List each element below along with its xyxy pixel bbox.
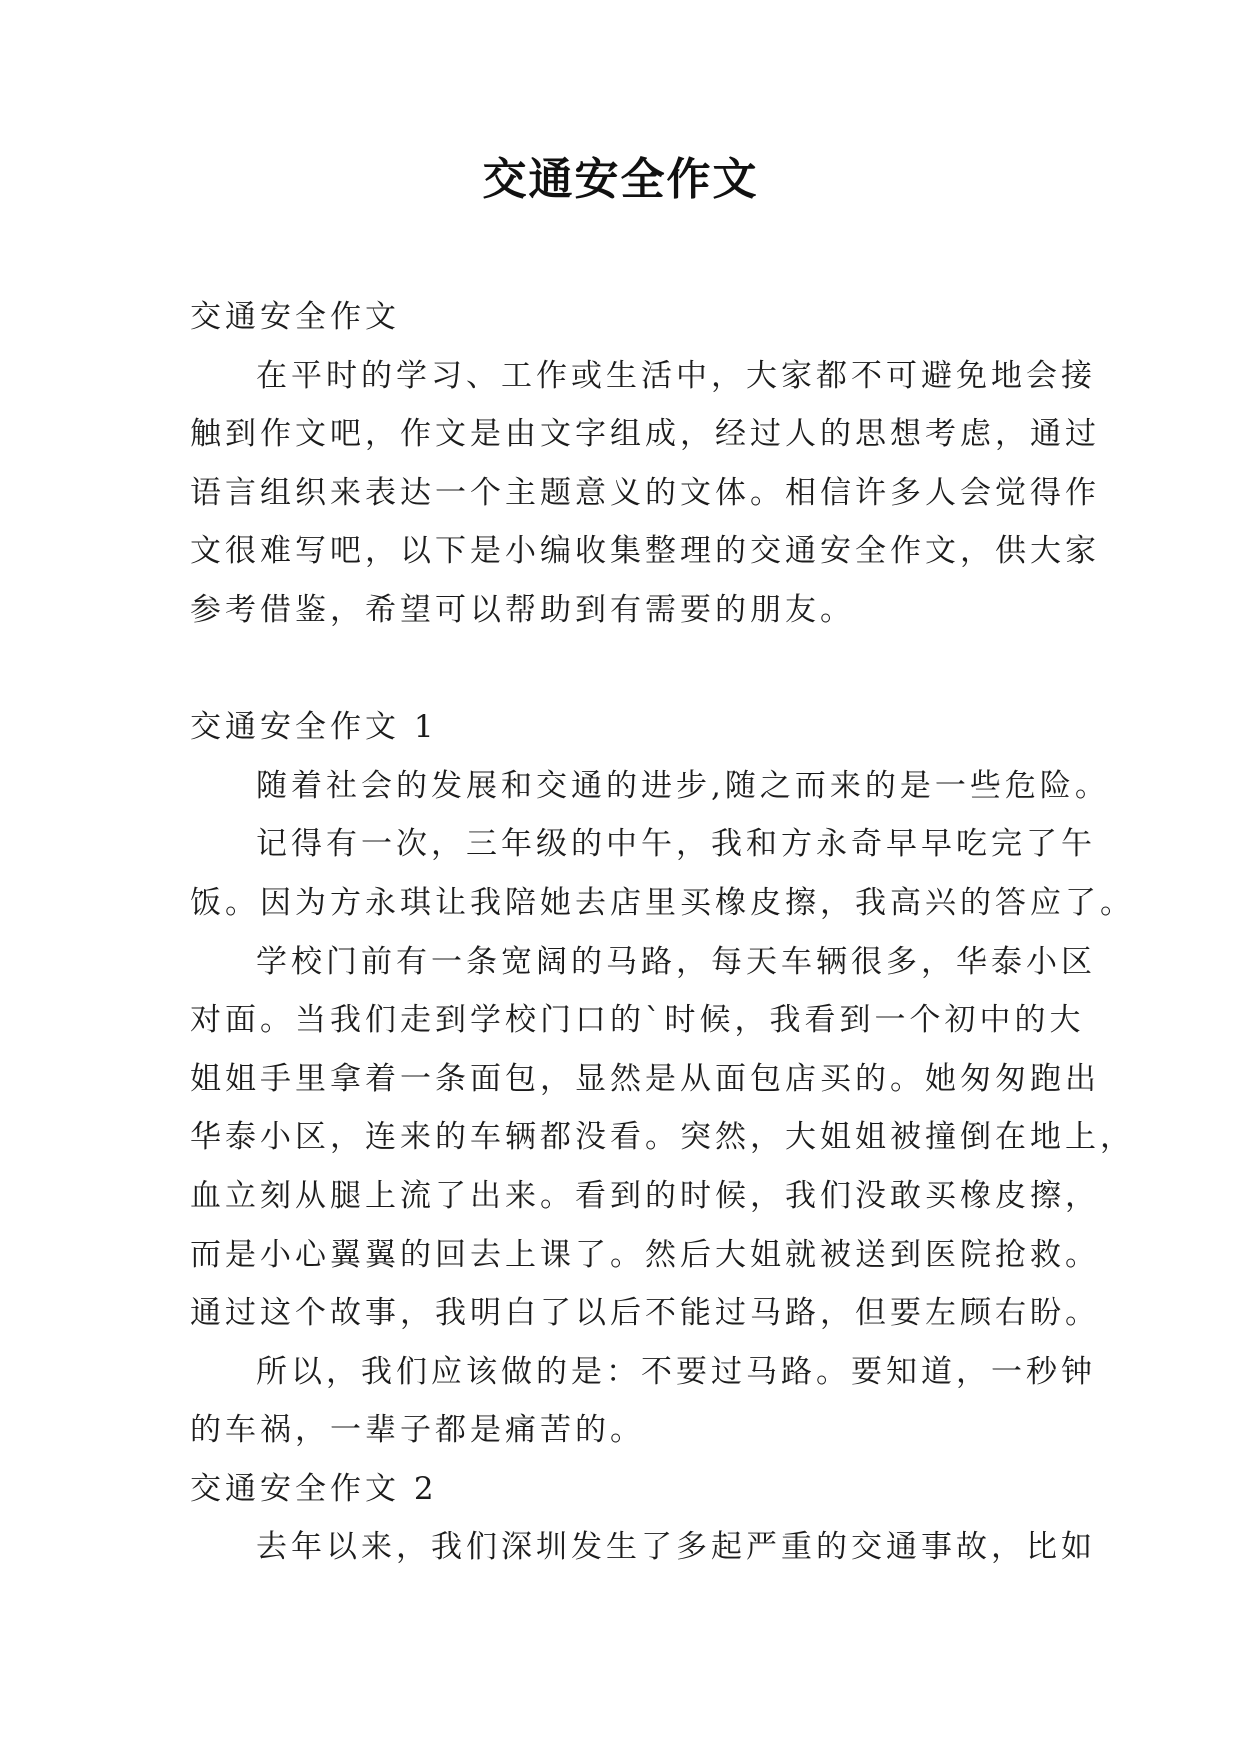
paragraph-line: 学校门前有一条宽阔的马路，每天车辆很多，华泰小区 <box>256 943 1096 980</box>
paragraph-line: 饭。因为方永琪让我陪她去店里买橡皮擦，我高兴的答应了。 <box>190 884 1135 921</box>
paragraph-line: 去年以来，我们深圳发生了多起严重的交通事故，比如 <box>256 1529 1096 1566</box>
paragraph-line: 参考借鉴，希望可以帮助到有需要的朋友。 <box>190 591 855 628</box>
paragraph-line: 文很难写吧，以下是小编收集整理的交通安全作文，供大家 <box>190 533 1100 570</box>
paragraph-line: 随着社会的发展和交通的进步,随之而来的是一些危险。 <box>256 767 1110 804</box>
paragraph-line: 语言组织来表达一个主题意义的文体。相信许多人会觉得作 <box>190 474 1100 511</box>
paragraph-line: 记得有一次，三年级的中午，我和方永奇早早吃完了午 <box>256 826 1096 863</box>
essay2-heading: 交通安全作文 2 <box>190 1470 438 1507</box>
paragraph-line: 对面。当我们走到学校门口的`时候，我看到一个初中的大 <box>190 1002 1085 1039</box>
section-gap <box>190 640 1052 699</box>
paragraph-line: 的车祸，一辈子都是痛苦的。 <box>190 1412 645 1449</box>
paragraph-line: 姐姐手里拿着一条面包，显然是从面包店买的。她匆匆跑出 <box>190 1060 1100 1097</box>
paragraph-line: 所以，我们应该做的是：不要过马路。要知道，一秒钟 <box>256 1353 1096 1390</box>
paragraph-line: 而是小心翼翼的回去上课了。然后大姐就被送到医院抢救。 <box>190 1236 1100 1273</box>
document-body <box>190 288 1135 1577</box>
paragraph-line: 在平时的学习、工作或生活中，大家都不可避免地会接 <box>256 357 1096 394</box>
intro-heading: 交通安全作文 <box>190 299 400 335</box>
paragraph-line: 通过这个故事，我明白了以后不能过马路，但要左顾右盼。 <box>190 1295 1100 1332</box>
paragraph-line: 华泰小区，连来的车辆都没看。突然，大姐姐被撞倒在地上， <box>190 1119 1135 1156</box>
essay1-heading: 交通安全作文 1 <box>190 709 438 746</box>
paragraph-line: 血立刻从腿上流了出来。看到的时候，我们没敢买橡皮擦， <box>190 1177 1100 1214</box>
document-title: 交通安全作文 <box>482 154 759 205</box>
paragraph-line: 触到作文吧，作文是由文字组成，经过人的思想考虑，通过 <box>190 416 1100 453</box>
